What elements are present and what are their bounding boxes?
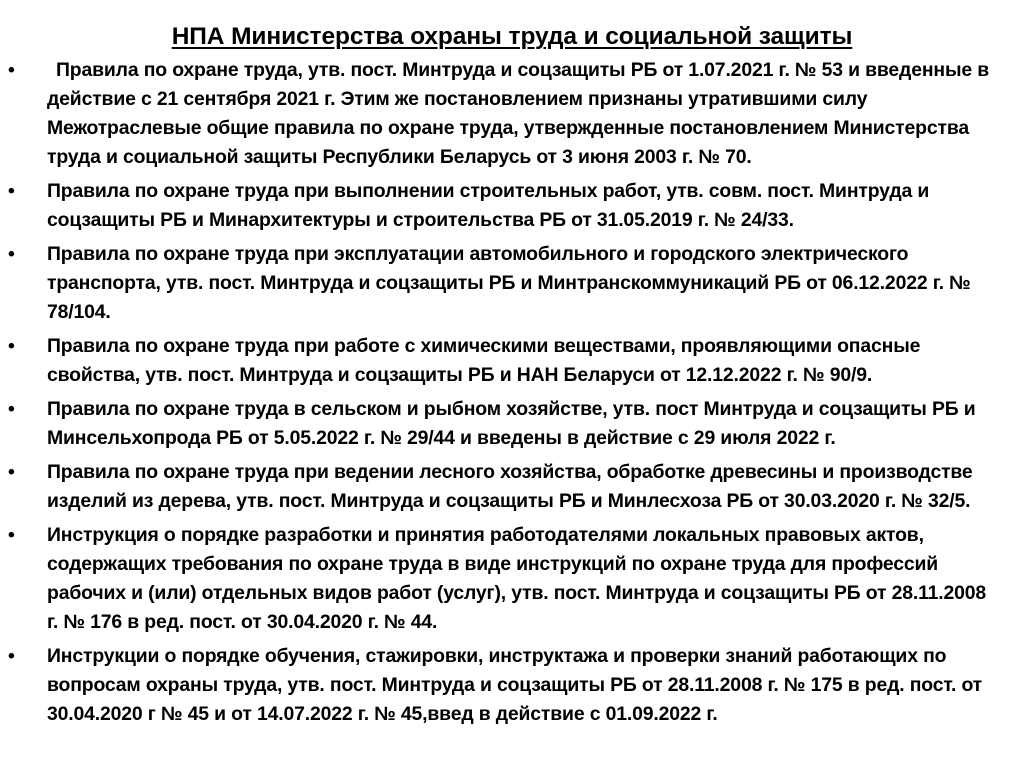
- bullet-icon: •: [8, 243, 15, 265]
- list-item: [0, 642, 1024, 729]
- bullet-icon: •: [8, 59, 15, 81]
- list-item-text: Инструкции о порядке обучения, стажировки, инструктажа и проверки знаний работающих по вопросам охраны труда, утв. пост. Минтруда и соцзащиты РБ от 28.11.2008 г. № 175 в ред. пост. от 30.04.2020 г № 45 и от 14.07.2022 г. № 45,введ в действие с 01.09.2022 г.: [47, 645, 983, 725]
- npa-bullet-list: [0, 56, 1024, 734]
- bullet-icon: •: [8, 180, 15, 202]
- list-item-text: Правила по охране труда при эксплуатации автомобильного и городского электрического транспорта, утв. пост. Минтруда и соцзащиты РБ и Минтранскоммуникаций РБ от 06.12.2022 г. № 78/104.: [47, 243, 971, 323]
- list-item-text: Инструкция о порядке разработки и принятия работодателями локальных правовых актов, содержащих требования по охране труда в виде инструкций по охране труда для профессий рабочих и (или) отдельных видов работ (услуг), утв. пост. Минтруда и соцзащиты РБ от 28.11.2008 г. № 176 в ред. пост. от 30.04.2020 г. № 44.: [47, 524, 987, 633]
- list-item: [0, 521, 1024, 637]
- list-item-text: Правила по охране труда в сельском и рыбном хозяйстве, утв. пост Минтруда и соцзащиты РБ и Минсельхопрода РБ от 5.05.2022 г. № 29/44 и введены в действие с 29 июля 2022 г.: [47, 398, 976, 449]
- list-item: [0, 395, 1024, 453]
- list-item: [0, 458, 1024, 516]
- list-item: [0, 332, 1024, 390]
- bullet-icon: •: [8, 645, 15, 667]
- bullet-icon: •: [8, 461, 15, 483]
- list-item-text: Правила по охране труда при ведении лесного хозяйства, обработке древесины и производстве изделий из дерева, утв. пост. Минтруда и соцзащиты РБ и Минлесхоза РБ от 30.03.2020 г. № 32/5.: [47, 461, 973, 512]
- bullet-icon: •: [8, 398, 15, 420]
- bullet-icon: •: [8, 524, 15, 546]
- list-item: [0, 240, 1024, 327]
- page-title: [0, 22, 1024, 52]
- list-item-text: Правила по охране труда, утв. пост. Минтруда и соцзащиты РБ от 1.07.2021 г. № 53 и введенные в действие с 21 сентября 2021 г. Этим же постановлением признаны утратившими силу Межотраслевые общие правила по охране труда, утвержденные постановлением Министерства труда и социальной защиты Республики Беларусь от 3 июня 2003 г. № 70.: [47, 59, 990, 168]
- list-item: [0, 56, 1024, 172]
- page-title-text: НПА Министерства охраны труда и социальной защиты: [171, 23, 853, 51]
- list-item-text: Правила по охране труда при выполнении строительных работ, утв. совм. пост. Минтруда и соцзащиты РБ и Минархитектуры и строительства РБ от 31.05.2019 г. № 24/33.: [47, 180, 930, 231]
- list-item: [0, 177, 1024, 235]
- list-item-text: Правила по охране труда при работе с химическими веществами, проявляющими опасные свойства, утв. пост. Минтруда и соцзащиты РБ и НАН Беларуси от 12.12.2022 г. № 90/9.: [47, 335, 921, 386]
- bullet-icon: •: [8, 335, 15, 357]
